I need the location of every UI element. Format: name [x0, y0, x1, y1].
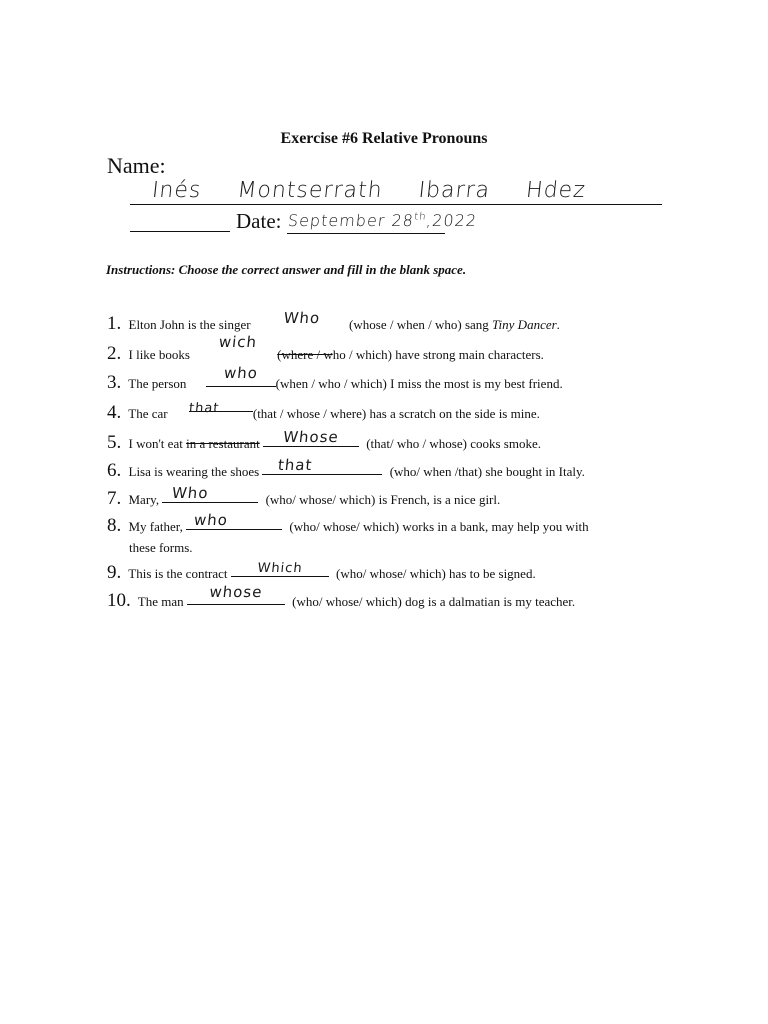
question-5: 5. I won't eat in a restaurant Whose (that/ who / whose) cooks smoke.	[107, 428, 541, 453]
question-9: 9. This is the contract Which (who/ whose/ which) has to be signed.	[107, 561, 536, 583]
handwritten-answer: Who	[171, 484, 210, 502]
handwritten-answer: that	[188, 401, 221, 416]
answer-blank[interactable]	[203, 333, 273, 359]
question-1: 1. Elton John is the singer Who (whose / when / who) sang Tiny Dancer.	[107, 309, 560, 334]
question-8: 8. My father, who (who/ whose/ which) works in a bank, may help you with	[107, 511, 589, 536]
date-line	[287, 233, 445, 234]
handwritten-answer: whose	[208, 583, 264, 601]
handwritten-answer: who	[222, 364, 259, 382]
answer-blank[interactable]	[231, 561, 329, 578]
answer-blank[interactable]	[262, 309, 342, 329]
answer-blank[interactable]	[187, 583, 285, 606]
question-7: 7. Mary, Who (who/ whose/ which) is French, is a nice girl.	[107, 484, 501, 509]
handwritten-name: Inés Montserrath Ibarra Hdez	[150, 178, 588, 203]
question-3: 3. The person who (when / who / which) I miss the most is my best friend.	[107, 364, 563, 393]
question-10: 10. The man whose (who/ whose/ which) dog is a dalmatian is my teacher.	[107, 583, 576, 611]
handwritten-answer: Who	[282, 309, 321, 327]
handwritten-date: September 28th,2022	[287, 211, 478, 230]
answer-blank[interactable]	[206, 364, 276, 388]
answer-blank[interactable]	[262, 456, 382, 476]
answer-blank[interactable]	[162, 484, 258, 504]
question-8-continuation: these forms.	[129, 540, 193, 555]
instructions: Instructions: Choose the correct answer and fill in the blank space.	[106, 262, 467, 277]
question-2: 2. I like books wich (where / who / which) have strong main characters.	[107, 333, 544, 364]
handwritten-answer: Whose	[282, 428, 340, 446]
date-blank-line	[130, 231, 230, 232]
handwritten-answer: who	[193, 511, 230, 529]
worksheet-title: Exercise #6 Relative Pronouns	[280, 130, 488, 147]
answer-blank[interactable]	[263, 428, 359, 448]
question-4: 4. The car that (that / whose / where) has a scratch on the side is mine.	[107, 401, 540, 423]
handwritten-answer: wich	[218, 333, 259, 351]
handwritten-answer: Which	[256, 561, 304, 576]
question-6: 6. Lisa is wearing the shoes that (who/ when /that) she bought in Italy.	[107, 456, 585, 481]
answer-blank[interactable]	[186, 511, 282, 531]
name-line	[130, 204, 662, 205]
name-label: Name:	[107, 153, 166, 178]
date-label: Date:	[236, 209, 282, 233]
answer-blank[interactable]	[188, 401, 253, 418]
handwritten-answer: that	[277, 456, 314, 474]
